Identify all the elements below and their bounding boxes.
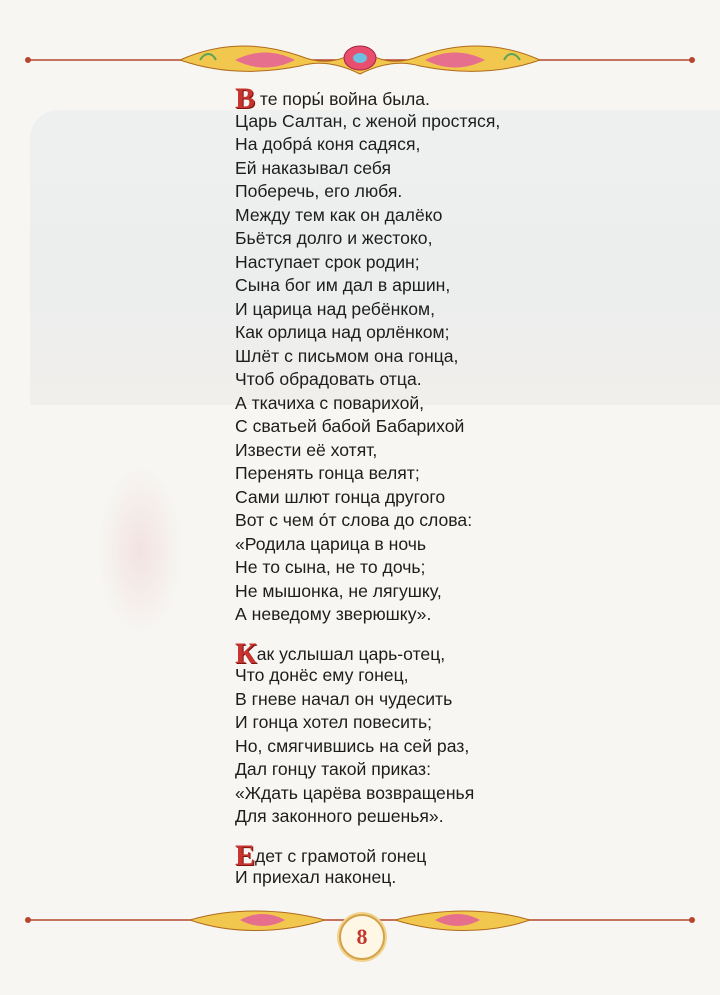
poem-line: Не то сына, не то дочь; <box>235 557 426 577</box>
poem-line: Что донёс ему гонец, <box>235 665 409 685</box>
poem-line: Сами шлют гонца другого <box>235 486 446 507</box>
poem-line: Царь Салтан, с женой простяся, <box>235 110 501 131</box>
background-ornament-bleed <box>100 470 180 630</box>
poem-line: Чтоб обрадовать отца. <box>235 369 422 389</box>
poem-line: И царица над ребёнком, <box>235 298 436 319</box>
poem-line: Сына бог им дал в аршин, <box>235 275 451 295</box>
poem-line: Ей наказывал себя <box>235 157 392 178</box>
poem-line: В гневе начал он чудесить <box>235 688 453 709</box>
poem-line: Не мышонка, не лягушку, <box>235 580 442 601</box>
poem-line: На добра́ коня садяся, <box>235 134 421 154</box>
drop-cap: В <box>235 82 256 115</box>
poem-line: Едет с грамотой гонец <box>235 838 427 872</box>
poem-line: Между тем как он далёко <box>235 204 443 225</box>
drop-cap: Е <box>235 838 256 872</box>
poem-line: И гонца хотел повесить; <box>235 712 433 732</box>
poem-line: Наступает срок родин; <box>235 251 420 272</box>
poem-line: Как орлица над орлёнком; <box>235 322 450 342</box>
poem-text <box>235 82 705 890</box>
poem-line: Перенять гонца велят; <box>235 463 420 483</box>
poem-line: Дал гонцу такой приказ: <box>235 759 431 779</box>
poem-line: Но, смягчившись на сей раз, <box>235 735 470 756</box>
poem-line: Бьётся долго и жестоко, <box>235 228 433 248</box>
poem-line: С сватьей бабой Бабарихой <box>235 416 465 436</box>
stanza-1 <box>235 82 705 627</box>
poem-line: Извести её хотят, <box>235 439 378 460</box>
drop-cap: К <box>235 636 257 670</box>
poem-line: Как услышал царь-отец, <box>235 636 446 670</box>
poem-line: Вот с чем о́т слова до слова: <box>235 510 473 530</box>
poem-line: А ткачиха с поварихой, <box>235 392 425 413</box>
poem-line: Для законного решенья». <box>235 806 444 826</box>
poem-line: «Родила царица в ночь <box>235 533 427 554</box>
poem-line: И приехал наконец. <box>235 867 397 887</box>
poem-line: Поберечь, его любя. <box>235 181 403 201</box>
poem-line: В те поры́ война была. <box>235 82 430 115</box>
poem-line: «Ждать царёва возвращенья <box>235 782 475 803</box>
poem-line: А неведому зверюшку». <box>235 604 432 624</box>
page-number: 8 <box>339 914 385 960</box>
stanza-2 <box>235 636 705 829</box>
poem-line: Шлёт с письмом она гонца, <box>235 345 459 366</box>
stanza-3 <box>235 838 705 890</box>
top-ornament-border <box>0 38 720 78</box>
